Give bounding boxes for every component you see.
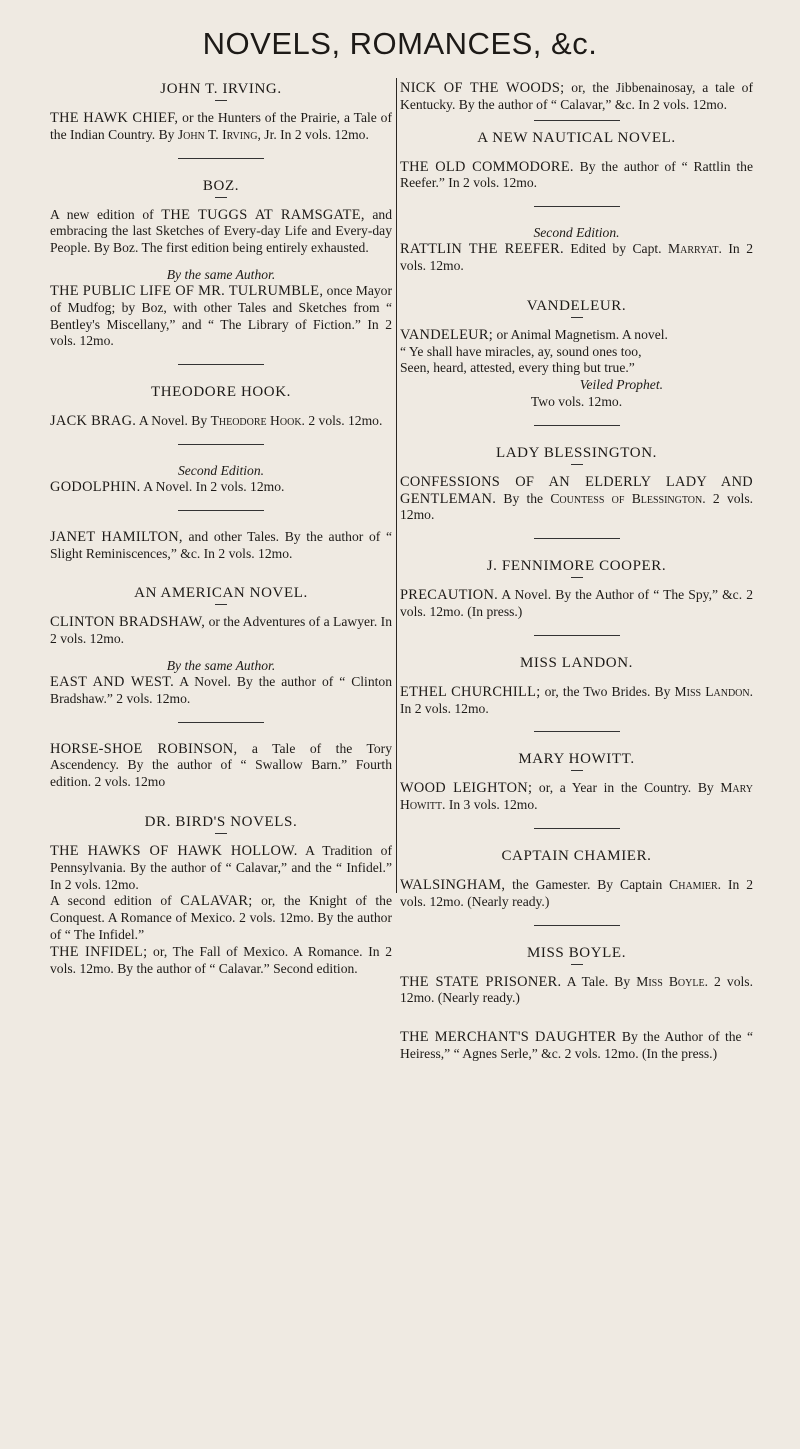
section-nick [400,80,753,114]
section-american [50,584,392,791]
author-heading: JOHN T. IRVING. [160,81,282,97]
section-separator [534,635,620,636]
section-separator [178,158,264,159]
author-heading: BOZ. [202,177,240,194]
book-description: or, a Year in the Country. By [532,780,721,796]
section-howitt [400,750,753,814]
book-author: John T. Irving, [177,126,261,142]
book-entry [400,474,753,524]
book-title: VANDELEUR; [400,326,494,343]
book-description: By the Author of the “ Heiress,” “ Agnes Serle,” &c. 2 vols. 12mo. (In the press.) [400,1029,754,1061]
book-entry [50,741,392,791]
book-title: THE HAWK CHIEF, [50,110,179,126]
column-divider [396,78,397,893]
section-separator [534,538,620,539]
book-title: ETHEL CHURCHILL; [400,683,541,700]
right-column [400,80,753,1063]
short-rule [571,317,583,318]
book-entry [50,843,392,893]
book-entry [400,877,753,911]
book-entry [50,944,392,978]
book-description: or, the Knight of the Conquest. A Romance of Mexico. 2 vols. 12mo. By the author of “ The Infidel.” [50,893,392,942]
book-title: JACK BRAG. [50,413,137,430]
spacer [400,147,753,159]
section-separator [534,731,620,732]
section-landon [400,654,753,718]
book-title: PRECAUTION. [400,587,499,604]
book-entry [50,283,392,350]
book-format: Two vols. 12mo. [530,393,623,409]
book-description: A Novel. By [136,413,211,429]
book-format: 2 vols. 12mo. [400,490,754,523]
spacer [50,791,392,813]
book-format: 2 vols. 12mo. [304,413,383,429]
book-title: WALSINGHAM, [400,876,506,893]
spacer [50,562,392,584]
book-title: CLINTON BRADSHAW, [50,614,206,631]
section-boz [50,177,392,351]
epigraph-line: “ Ye shall have miracles, ay, sound ones too, [400,343,642,359]
book-description: once Mayor of Mudfog; by Boz, with other Tales and Sketches from “ Bentley's Miscellany,” and “ The Library of Fiction.” In 2 vols. 12mo. [50,282,392,349]
book-description: or the Hunters of the Prairie, a Tale of the Indian Country. By [50,110,393,142]
book-author: Miss Boyle. [636,973,708,989]
author-heading: AN AMERICAN NOVEL. [134,585,308,602]
book-entry [400,587,753,621]
short-rule [571,770,583,771]
epigraph [400,344,753,411]
book-title: HORSE-SHOE ROBINSON, [50,740,238,757]
book-lead: A second edition of [50,893,181,909]
spacer [400,865,753,877]
book-entry [50,207,392,257]
subheading: By the same Author. [166,657,276,673]
book-description: a Tale of the Tory Ascendency. By the author of “ Swallow Barn.” Fourth edition. 2 vols. 12mo [50,740,392,790]
short-rule [215,604,227,605]
section-separator [178,510,264,511]
section-boyle [400,944,753,1063]
book-title: EAST AND WEST. [50,673,175,690]
section-separator [534,120,620,121]
section-cooper [400,557,753,621]
book-entry [400,684,753,718]
book-description: and other Tales. By the author of “ Slight Reminiscences,” &c. In 2 vols. 12mo. [50,528,392,561]
epigraph-source: Veiled Prophet. [579,377,663,393]
book-description: A Tradition of Pennsylvania. By the author of “ Calavar,” and the “ Infidel.” In 2 vols. 12mo. [50,842,392,892]
section-separator [178,444,264,445]
book-format: In 2 vols. 12mo. (Nearly ready.) [400,876,753,909]
book-entry [400,159,753,193]
book-title: THE MERCHANT'S DAUGHTER [400,1029,617,1046]
section-bird [50,813,392,977]
book-description: A Novel. In 2 vols. 12mo. [140,478,285,494]
short-rule [571,964,583,965]
left-column [50,80,392,977]
book-description: A Novel. By the author of “ Clinton Bradshaw.” 2 vols. 12mo. [50,673,393,706]
book-description: or, the Two Brides. By [540,683,675,699]
book-title: CONFESSIONS OF AN ELDERLY LADY AND GENTLEMAN. [400,473,753,507]
book-title: THE INFIDEL; [50,943,148,960]
book-description: or Animal Magnetism. A novel. [493,326,668,342]
book-author: Countess of Blessington. [550,490,706,506]
book-description: A Novel. By the Author of “ The Spy,” &c. 2 vols. 12mo. (In press.) [400,587,753,619]
book-description: By the [496,490,551,506]
book-entry [400,241,753,275]
author-heading: DR. BIRD'S NOVELS. [144,813,298,830]
author-heading: MARY HOWITT. [518,751,635,768]
section-vandeleur [400,297,753,411]
author-heading: VANDELEUR. [526,297,627,314]
short-rule [571,464,583,465]
short-rule [215,197,227,198]
short-rule [571,577,583,578]
book-author: Marryat. [668,241,722,257]
book-description: By the author of “ Rattlin the Reefer.” In 2 vols. 12mo. [400,158,753,191]
book-author: Mary Howitt. [400,780,753,813]
book-author: Theodore Hook. [210,413,305,429]
section-irving [50,80,392,144]
book-title: THE OLD COMMODORE. [400,158,574,175]
book-entry [50,110,392,144]
book-entry [400,327,753,344]
book-entry [400,1029,753,1063]
book-description: or, The Fall of Mexico. A Romance. In 2 vols. 12mo. By the author of “ Calavar.” Second edition. [50,943,392,976]
short-rule [215,100,227,101]
section-chamier [400,847,753,911]
subheading: By the same Author. [166,266,276,282]
book-format: In 3 vols. 12mo. [445,797,538,813]
spacer [400,1007,753,1029]
author-heading: LADY BLESSINGTON. [495,444,658,461]
page-title: NOVELS, ROMANCES, &c. [202,26,598,61]
author-heading: MISS LANDON. [519,654,634,671]
section-separator [534,925,620,926]
book-title: CALAVAR; [180,893,253,910]
book-entry [50,529,392,563]
book-lead: A new edition of [50,206,162,222]
author-heading: MISS BOYLE. [526,944,627,961]
book-format: In 2 vols. 12mo. [400,241,753,273]
section-separator [178,364,264,365]
section-separator [534,206,620,207]
author-heading: CAPTAIN CHAMIER. [501,847,652,864]
section-hook [50,383,392,562]
spacer [50,401,392,413]
book-description: or the Adventures of a Lawyer. In 2 vols. 12mo. [50,614,392,647]
book-description: A Tale. By [561,973,637,989]
book-title: THE TUGGS AT RAMSGATE, [161,206,365,223]
section-nautical [400,129,753,275]
book-description: or, the Jibbenainosay, a tale of Kentucky. By the author of “ Calavar,” &c. In 2 vols. 12mo. [400,80,753,112]
short-rule [215,833,227,834]
book-title: THE HAWKS OF HAWK HOLLOW. [50,842,298,859]
book-entry [50,413,392,430]
book-entry [50,893,392,943]
book-author: Miss Landon. [674,683,754,699]
section-blessington [400,444,753,524]
book-description: and embracing the last Sketches of Every-day Life and Every-day People. By Boz. The first edition being entirely exhausted. [50,206,393,256]
spacer [400,672,753,684]
book-title: RATTLIN THE REEFER. [400,241,564,258]
subheading: Second Edition. [533,225,620,241]
book-format: In 2 vols. 12mo. [400,700,489,716]
book-entry [400,780,753,814]
book-author: Chamier. [669,876,722,892]
author-heading: J. FENNIMORE COOPER. [486,558,667,575]
book-description: the Gamester. By Captain [505,876,670,892]
book-entry [50,614,392,648]
subheading: Second Edition. [177,462,265,478]
author-heading: THEODORE HOOK. [150,384,292,401]
book-format: Jr. In 2 vols. 12mo. [260,126,369,142]
book-entry [400,80,753,114]
book-entry [50,674,392,708]
section-separator [534,425,620,426]
book-title: GODOLPHIN. [50,478,141,495]
book-entry [400,974,753,1008]
book-title: THE STATE PRISONER. [400,973,562,990]
book-title: WOOD LEIGHTON; [400,780,533,797]
author-heading: A NEW NAUTICAL NOVEL. [477,129,676,146]
book-format: 2 vols. 12mo. (Nearly ready.) [400,973,753,1006]
book-title: NICK OF THE WOODS; [400,80,565,96]
epigraph-line: Seen, heard, attested, every thing but true.” [400,360,635,376]
section-separator [178,722,264,723]
book-description: Edited by Capt. [563,241,669,257]
spacer [400,275,753,297]
book-entry [50,479,392,496]
book-title: JANET HAMILTON, [50,528,183,545]
section-separator [534,828,620,829]
book-title: THE PUBLIC LIFE OF MR. TULRUMBLE, [50,282,324,299]
